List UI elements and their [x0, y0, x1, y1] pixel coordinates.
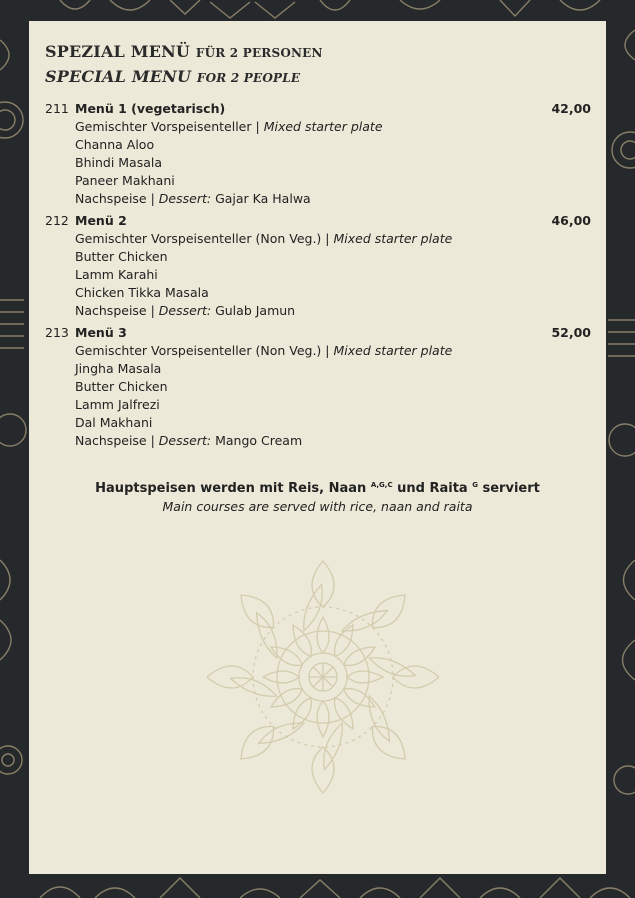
starter-english: Mixed starter plate — [263, 119, 383, 134]
dessert-line — [45, 432, 591, 450]
menu-item-211 — [45, 100, 591, 208]
side-dish-note-english: Main courses are served with rice, naan and raita — [162, 499, 473, 514]
main-dish: Jingha Masala — [75, 361, 162, 376]
starter-german: Gemischter Vorspeisenteller — [75, 119, 252, 134]
note-text: und Raita — [397, 481, 468, 496]
menu-title-row — [45, 212, 591, 230]
raita-allergen-codes: G — [472, 481, 478, 489]
main-dish: Channa Aloo — [75, 137, 155, 152]
dessert-line — [45, 190, 591, 208]
mandala-ornament-icon — [207, 557, 439, 797]
menu-title-row — [45, 324, 591, 342]
separator: | — [321, 343, 334, 358]
main-dish: Bhindi Masala — [75, 155, 163, 170]
menu-heading — [45, 40, 323, 90]
dessert-dish: Mango Cream — [215, 433, 303, 448]
menu-number: 211 — [45, 101, 69, 116]
main-dish: Lamm Jalfrezi — [75, 397, 160, 412]
heading-german-main: SPEZIAL MENÜ — [45, 42, 191, 61]
heading-english-subtitle: FOR 2 PEOPLE — [196, 71, 301, 85]
menu-price: 46,00 — [551, 213, 591, 228]
main-dish: Paneer Makhani — [75, 173, 175, 188]
heading-german-subtitle: FÜR 2 PERSONEN — [195, 46, 323, 60]
menu-title: Menü 1 (vegetarisch) — [75, 101, 226, 116]
starter-english: Mixed starter plate — [333, 231, 453, 246]
heading-german — [45, 40, 323, 65]
heading-english-main: SPECIAL MENU — [45, 67, 192, 86]
main-dish: Butter Chicken — [75, 249, 168, 264]
main-dish: Butter Chicken — [75, 379, 168, 394]
heading-english — [45, 65, 323, 90]
dessert-english: Dessert: — [158, 303, 212, 318]
note-text: serviert — [482, 481, 540, 496]
naan-allergen-codes: A,G,C — [370, 481, 393, 489]
menu-page — [29, 21, 606, 874]
menu-price: 42,00 — [551, 101, 591, 116]
dessert-dish: Gulab Jamun — [215, 303, 296, 318]
main-dish: Dal Makhani — [75, 415, 153, 430]
menu-title: Menü 2 — [75, 213, 127, 228]
side-dish-note-german — [29, 476, 606, 498]
side-dish-note — [29, 476, 606, 515]
dessert-english: Dessert: — [158, 191, 212, 206]
dessert-line — [45, 302, 591, 320]
menu-number: 213 — [45, 325, 69, 340]
separator: | — [146, 191, 159, 206]
menu-item-212 — [45, 212, 591, 320]
starter-german: Gemischter Vorspeisenteller (Non Veg.) — [75, 343, 322, 358]
menu-price: 52,00 — [551, 325, 591, 340]
dessert-english: Dessert: — [158, 433, 212, 448]
dessert-german: Nachspeise — [75, 303, 147, 318]
menu-title: Menü 3 — [75, 325, 127, 340]
dessert-german: Nachspeise — [75, 191, 147, 206]
separator: | — [321, 231, 334, 246]
main-dish: Lamm Karahi — [75, 267, 158, 282]
separator: | — [251, 119, 264, 134]
dessert-dish: Gajar Ka Halwa — [215, 191, 311, 206]
separator: | — [146, 433, 159, 448]
starter-line — [45, 230, 591, 248]
menu-item-213 — [45, 324, 591, 450]
dessert-german: Nachspeise — [75, 433, 147, 448]
main-dish: Chicken Tikka Masala — [75, 285, 209, 300]
starter-line — [45, 342, 591, 360]
starter-english: Mixed starter plate — [333, 343, 453, 358]
separator: | — [146, 303, 159, 318]
starter-german: Gemischter Vorspeisenteller (Non Veg.) — [75, 231, 322, 246]
menu-title-row — [45, 100, 591, 118]
menu-number: 212 — [45, 213, 69, 228]
note-text: Hauptspeisen werden mit Reis, Naan — [95, 481, 367, 496]
menu-list — [45, 100, 591, 454]
starter-line — [45, 118, 591, 136]
